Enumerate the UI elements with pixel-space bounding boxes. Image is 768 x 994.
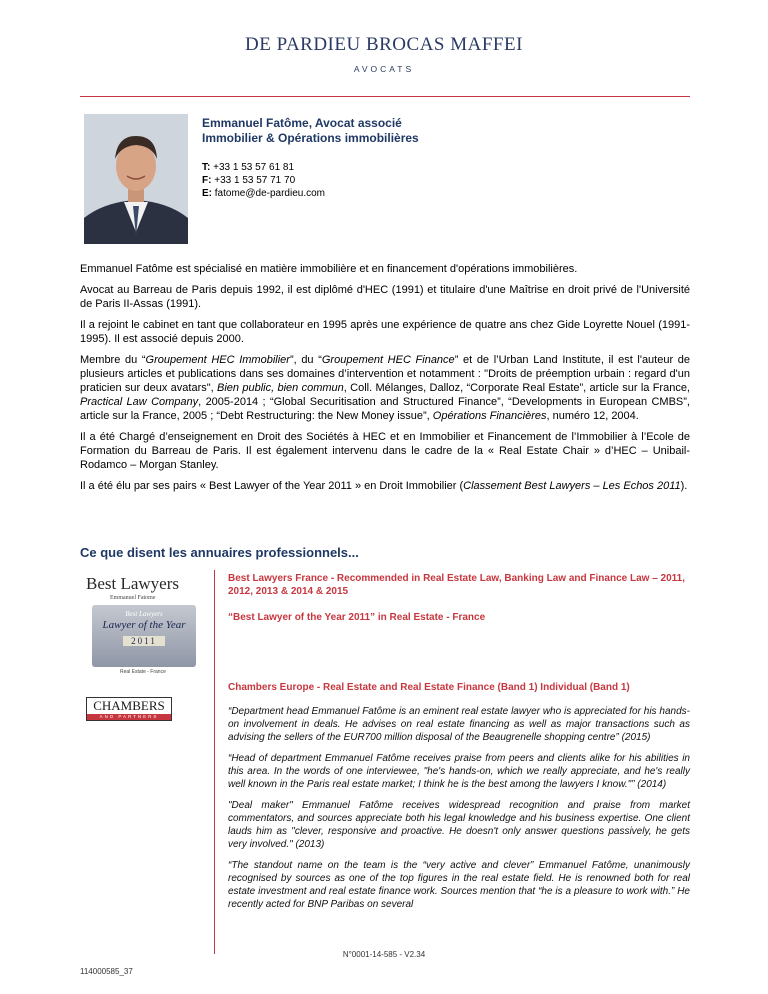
badge-caption: Real Estate - France [120, 669, 166, 675]
bio-paragraph: Emmanuel Fatôme est spécialisé en matière immobilière et en financement d'opérations immobilières. [80, 263, 578, 275]
phone-line [202, 161, 419, 174]
directory-entries [228, 572, 690, 911]
bio-text: , numéro 12, 2004. [546, 410, 639, 422]
chambers-logo-text: CHAMBERS [93, 698, 165, 713]
portrait-image [84, 114, 188, 244]
profile-header [202, 116, 419, 200]
badge-title-text: Lawyer of the Year [102, 619, 186, 631]
phone-number[interactable]: +33 1 53 57 61 81 [213, 162, 295, 173]
chambers-quote: "Deal maker" Emmanuel Fatôme receives widespread recognition and praise from market commentators, and sources appreciate both his legal knowledge and his business expertise. One client lauds him as "clever, responsive and proactive. He doesn't only answer questions passively, he gets very involved." (2013) [228, 800, 690, 850]
chambers-quote: “Department head Emmanuel Fatôme is an eminent real estate lawyer who is appreciated for his hands-on involvement in deals. He advises on real estate financing as well as major transactions such as advising the sellers of the EUR700 million disposal of the Beaugrenelle shopping centre” (2015) [228, 706, 690, 743]
header-rule [80, 96, 690, 97]
best-lawyers-logo [86, 574, 210, 601]
bio-italic: Opérations Financières [432, 410, 547, 422]
directory-logos [80, 570, 210, 721]
bio-italic: Classement Best Lawyers – Les Echos 2011 [463, 480, 681, 492]
profile-photo [84, 114, 188, 244]
fax-number: +33 1 53 57 71 70 [214, 175, 296, 186]
chambers-logo [86, 697, 172, 721]
chambers-quote: “The standout name on the team is the “very active and clever” Emmanuel Fatôme, unanimously recognised by sources as one of the top figures in the real estate field. He is renowned both for real estate investment and real estate finance work. Sources mention that “he is a pleasure to work with.” He recently acted for BNP Paribas on several [228, 860, 690, 910]
biography [80, 262, 690, 500]
bio-text: ”, du “ [289, 354, 322, 366]
chambers-logo-subtext: AND PARTNERS [87, 714, 171, 720]
badge-top-text: Best Lawyers [125, 610, 163, 618]
badge-year-text: 2011 [123, 636, 165, 646]
chambers-heading: Chambers Europe - Real Estate and Real Estate Finance (Band 1) Individual (Band 1) [228, 682, 630, 693]
email-address[interactable]: fatome@de-pardieu.com [214, 188, 325, 199]
bio-paragraph: Il a été Chargé d’enseignement en Droit des Sociétés à HEC et en Immobilier et Financement de l’Immobilier à l’Ecole de Formation du Barreau de Paris. Il est également intervenu dans le cadre de la « Real Estate Chair » d’HEC – Unibail-Rodamco – Morgan Stanley. [80, 431, 690, 471]
bio-text: Membre du “ [80, 354, 146, 366]
firm-subtitle: AVOCATS [353, 64, 415, 74]
firm-name: DE PARDIEU BROCAS MAFFEI [245, 34, 523, 55]
contact-block [202, 161, 419, 200]
profile-practice: Immobilier & Opérations immobilières [202, 131, 419, 145]
bio-text: , 2005-2014 ; “Global Securitisation and Structured Finance”, “Developments in European CMBS”, article sur la France, 2005 ; “Debt Restructuring: the New Money issue”, [80, 396, 690, 422]
fax-label: F: [202, 175, 212, 186]
bio-paragraph: Il a rejoint le cabinet en tant que collaborateur en 1995 après une expérience de quatre ans chez Gide Loyrette Nouel (1991-1995). Il est associé depuis 2000. [80, 319, 690, 345]
bio-italic: Practical Law Company [80, 396, 199, 408]
directories-divider [214, 570, 215, 954]
bio-paragraph: Avocat au Barreau de Paris depuis 1992, il est diplômé d'HEC (1991) et titulaire d'une Maîtrise en droit privé de l'Université de Paris II-Assas (1991). [80, 284, 690, 310]
lawyer-of-year-badge [92, 605, 196, 667]
fax-line [202, 174, 419, 187]
bio-italic: Bien public, bien commun [217, 382, 344, 394]
document-reference: N°0001-14-585 - V2.34 [342, 950, 426, 959]
phone-label: T: [202, 162, 211, 173]
email-line [202, 187, 419, 200]
bio-italic: Groupement HEC Immobilier [145, 354, 290, 366]
bio-italic: Groupement HEC Finance [321, 354, 455, 366]
bio-paragraph-award [80, 479, 690, 493]
best-lawyers-logo-text: Best Lawyers [86, 574, 180, 593]
bio-paragraph-publications [80, 353, 690, 423]
bio-text: Il a été élu par ses pairs « Best Lawyer of the Year 2011 » en Droit Immobilier ( [80, 480, 464, 492]
bio-text: , Coll. Mélanges, Dalloz, “Corporate Real Estate”, article sur la France, [343, 382, 690, 394]
bio-text: ” et de l’Urban Land Institute, il est l'auteur de plusieurs articles et publications dans ses domaines d’intervention et notamment : "Droits de préemption urbain : regard d'un praticien sur deux avatars", [80, 354, 691, 394]
best-lawyers-award: “Best Lawyer of the Year 2011” in Real Estate - France [228, 612, 486, 623]
profile-name: Emmanuel Fatôme, Avocat associé [202, 116, 402, 130]
directories-title: Ce que disent les annuaires professionnels... [80, 545, 359, 560]
bio-text: ). [680, 480, 688, 492]
email-label: E: [202, 188, 212, 199]
best-lawyers-subtext: Emmanuel Fatome [110, 595, 156, 601]
best-lawyers-heading: Best Lawyers France - Recommended in Real Estate Law, Banking Law and Finance Law – 2011, 2012, 2013 & 2014 & 2015 [228, 573, 686, 597]
chambers-quote: “Head of department Emmanuel Fatôme receives praise from peers and clients alike for his abilities in this area. In the words of one interviewee, "he's hands-on, which we really appreciate, and he's really well known in the Paris real estate market; I think he is the best among the lawyers I know."” (2014) [228, 753, 690, 790]
document-id: 114000585_37 [80, 967, 133, 976]
